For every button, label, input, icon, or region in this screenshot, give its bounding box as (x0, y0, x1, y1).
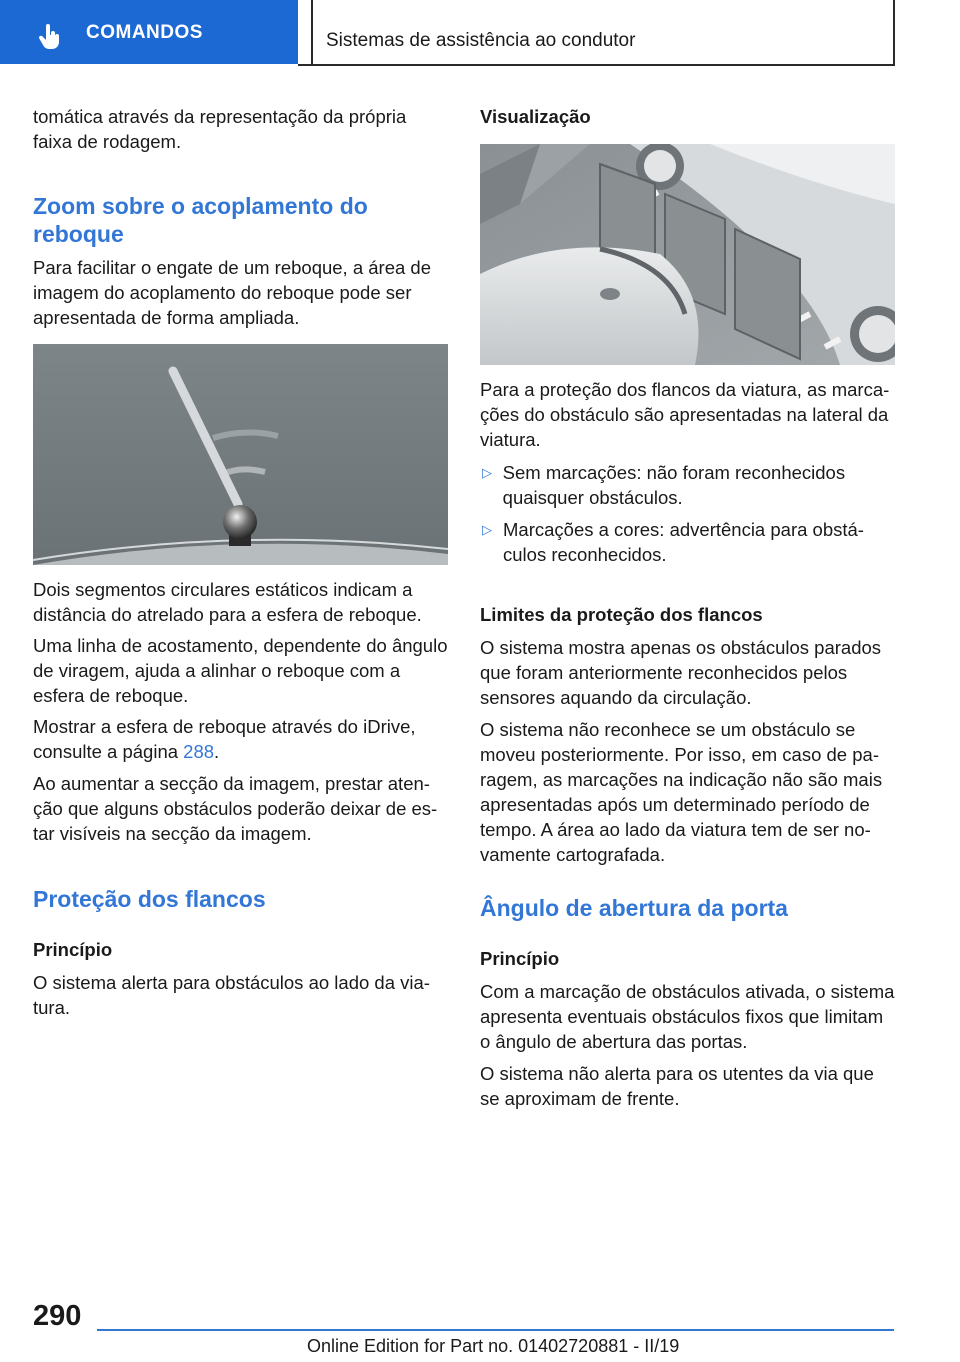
hand-pointer-icon (38, 24, 62, 50)
principle-heading: Princípio (33, 939, 113, 960)
side-protection-image (480, 144, 895, 365)
list-item: ▷ Sem marcações: não foram reconhecidos quaisquer obstáculos. (482, 462, 846, 508)
guide-line-paragraph: Uma linha de acostamento, dependente do ângulo de viragem, ajuda a alinhar o reboque com a esfera de reboque. (33, 635, 448, 706)
footer-divider (97, 1329, 894, 1331)
chapter-label: COMANDOS (86, 22, 203, 43)
limits-paragraph-2: O sistema não reconhece se um obstáculo se moveu posteriormente. Por isso, em caso de paragem, as marcações na indicação não são mais apresentadas após um determinado período de tempo. A área ao lado da viatura tem de ser novamente cartografada. (480, 719, 883, 865)
limits-paragraph-1: O sistema mostra apenas os obstáculos parados que foram anteriormente reconhecidos pelos sensores aquando da circulação. (480, 637, 882, 708)
page-number: 290 (33, 1300, 82, 1332)
zoom-heading: Zoom sobre o acoplamento do reboque (33, 193, 368, 247)
zoom-paragraph: Para facilitar o engate de um reboque, a área de imagem do acoplamento do reboque pode ser apresentada de forma ampliada. (33, 257, 432, 328)
chapter-tab (0, 0, 298, 64)
header-divider (893, 0, 895, 64)
visualization-paragraph: Para a proteção dos flancos da viatura, as marcações do obstáculo são apresentadas na lateral da viatura. (480, 379, 890, 450)
door-paragraph-1: Com a marcação de obstáculos ativada, o sistema apresenta eventuais obstáculos fixos que limitam o ângulo de abertura das portas. (480, 981, 895, 1052)
triangle-bullet-icon: ▷ (482, 465, 492, 480)
idrive-paragraph: Mostrar a esfera de reboque através do iDrive, consulte a página 288. (33, 716, 416, 762)
triangle-bullet-icon: ▷ (482, 522, 492, 537)
page-link[interactable]: 288 (183, 741, 215, 762)
header-underline (298, 64, 895, 66)
visualization-heading: Visualização (480, 106, 591, 127)
limits-heading: Limites da proteção dos flancos (480, 604, 763, 625)
tow-hitch-image (33, 344, 448, 565)
edition-note: Online Edition for Part no. 01402720881 - II/19 (307, 1336, 680, 1356)
segments-paragraph: Dois segmentos circulares estáticos indicam a distância do atrelado para a esfera de reboque. (33, 579, 422, 625)
zoom-warning-paragraph: Ao aumentar a secção da imagem, prestar atenção que alguns obstáculos poderão deixar de estar visíveis na secção da imagem. (33, 773, 438, 844)
door-paragraph-2: O sistema não alerta para os utentes da via que se aproximam de frente. (480, 1063, 874, 1109)
principle-paragraph: O sistema alerta para obstáculos ao lado da viatura. (33, 972, 430, 1018)
intro-paragraph: tomática através da representação da própria faixa de rodagem. (33, 106, 407, 152)
door-angle-heading: Ângulo de abertura da porta (480, 895, 788, 921)
door-principle-heading: Princípio (480, 948, 560, 969)
section-title: Sistemas de assistência ao condutor (326, 30, 636, 51)
list-item: ▷ Marcações a cores: advertência para obstáculos reconhecidos. (482, 519, 864, 565)
flank-protection-heading: Proteção dos flancos (33, 886, 266, 912)
header-divider (311, 0, 313, 64)
